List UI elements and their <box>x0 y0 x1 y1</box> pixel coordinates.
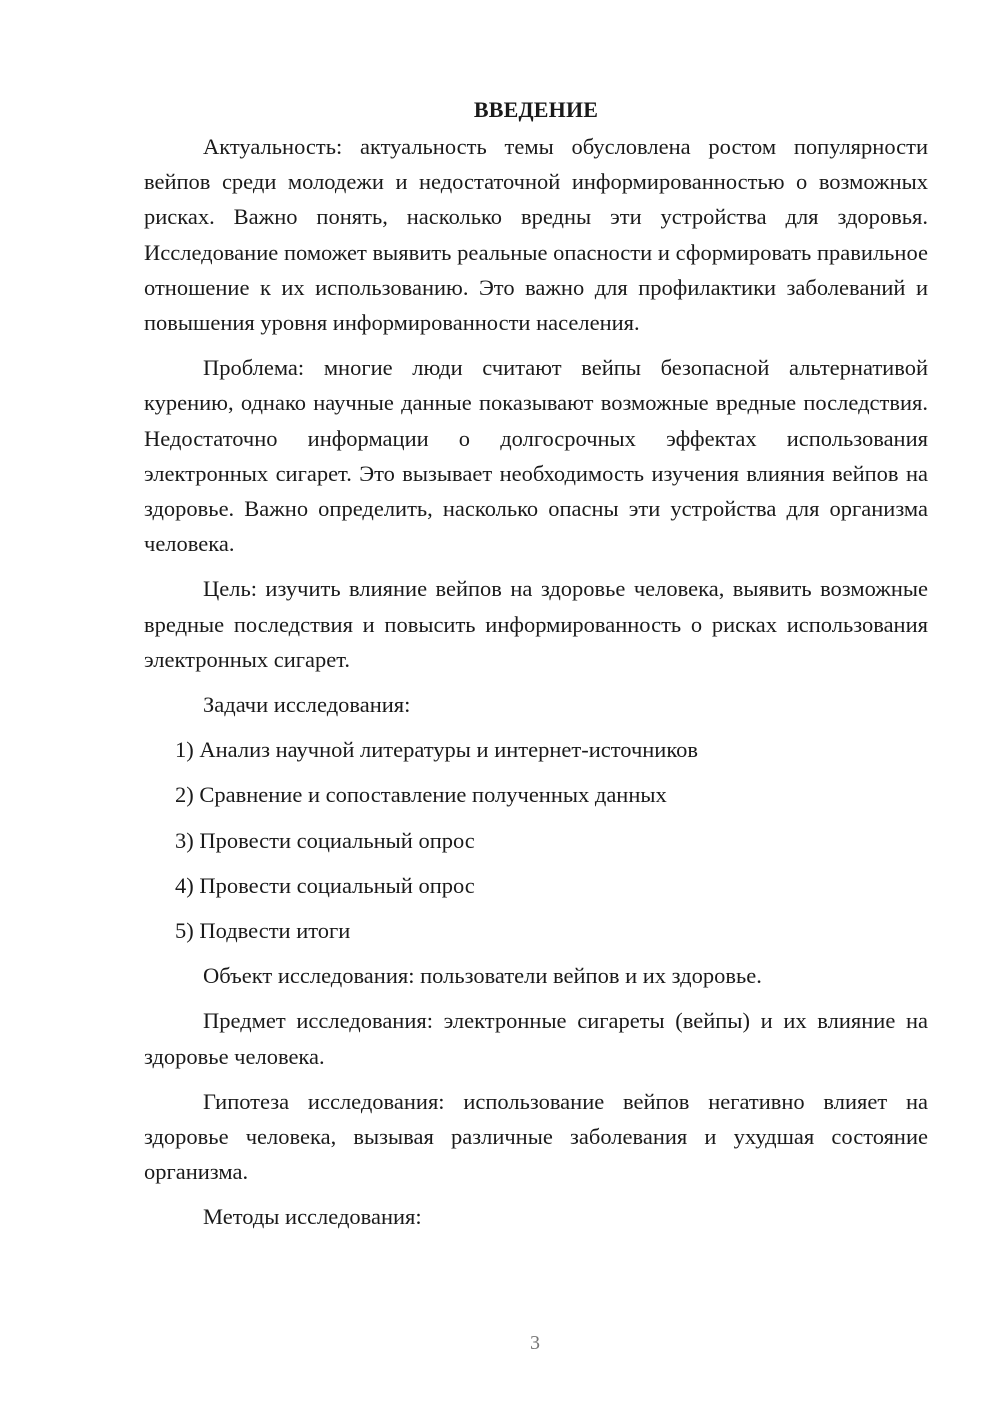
hypothesis-paragraph: Гипотеза исследования: использование вейпов негативно влияет на здоровье человека, вызывая различные заболевания и ухудшая состояние организма. <box>144 1088 928 1185</box>
page-title: ВВЕДЕНИЕ <box>473 97 599 122</box>
list-item: 1) Анализ научной литературы и интернет-источников <box>175 737 699 763</box>
page-number: 3 <box>530 1332 540 1354</box>
page-content <box>144 92 928 1245</box>
list-item: 5) Подвести итоги <box>175 918 351 944</box>
tasks-list <box>144 732 928 948</box>
subject-paragraph: Предмет исследования: электронные сигареты (вейпы) и их влияние на здоровье человека. <box>144 1008 928 1069</box>
list-item: 3) Провести социальный опрос <box>175 827 475 853</box>
object-paragraph: Объект исследования: пользователи вейпов и их здоровье. <box>203 963 762 989</box>
problem-paragraph: Проблема: многие люди считают вейпы безопасной альтернативой курению, однако научные данные показывают возможные вредные последствия. Недостаточно информации о долгосрочных эффектах использования электронных сигарет. Это вызывает необходимость изучения влияния вейпов на здоровье. Важно определить, насколько опасны эти устройства для организма человека. <box>144 355 928 557</box>
list-item: 4) Провести социальный опрос <box>175 872 475 898</box>
methods-heading: Методы исследования: <box>203 1204 422 1230</box>
goal-paragraph: Цель: изучить влияние вейпов на здоровье человека, выявить возможные вредные последствия и повысить информированность о рисках использования электронных сигарет. <box>144 576 928 672</box>
tasks-heading: Задачи исследования: <box>203 692 411 718</box>
list-item: 2) Сравнение и сопоставление полученных данных <box>175 782 667 808</box>
relevance-paragraph: Актуальность: актуальность темы обусловлена ростом популярности вейпов среди молодежи и недостаточной информированностью о возможных рисках. Важно понять, насколько вредны эти устройства для здоровья. Исследование поможет выявить реальные опасности и сформировать правильное отношение к их использованию. Это важно для профилактики заболеваний и повышения уровня информированности населения. <box>144 134 928 336</box>
